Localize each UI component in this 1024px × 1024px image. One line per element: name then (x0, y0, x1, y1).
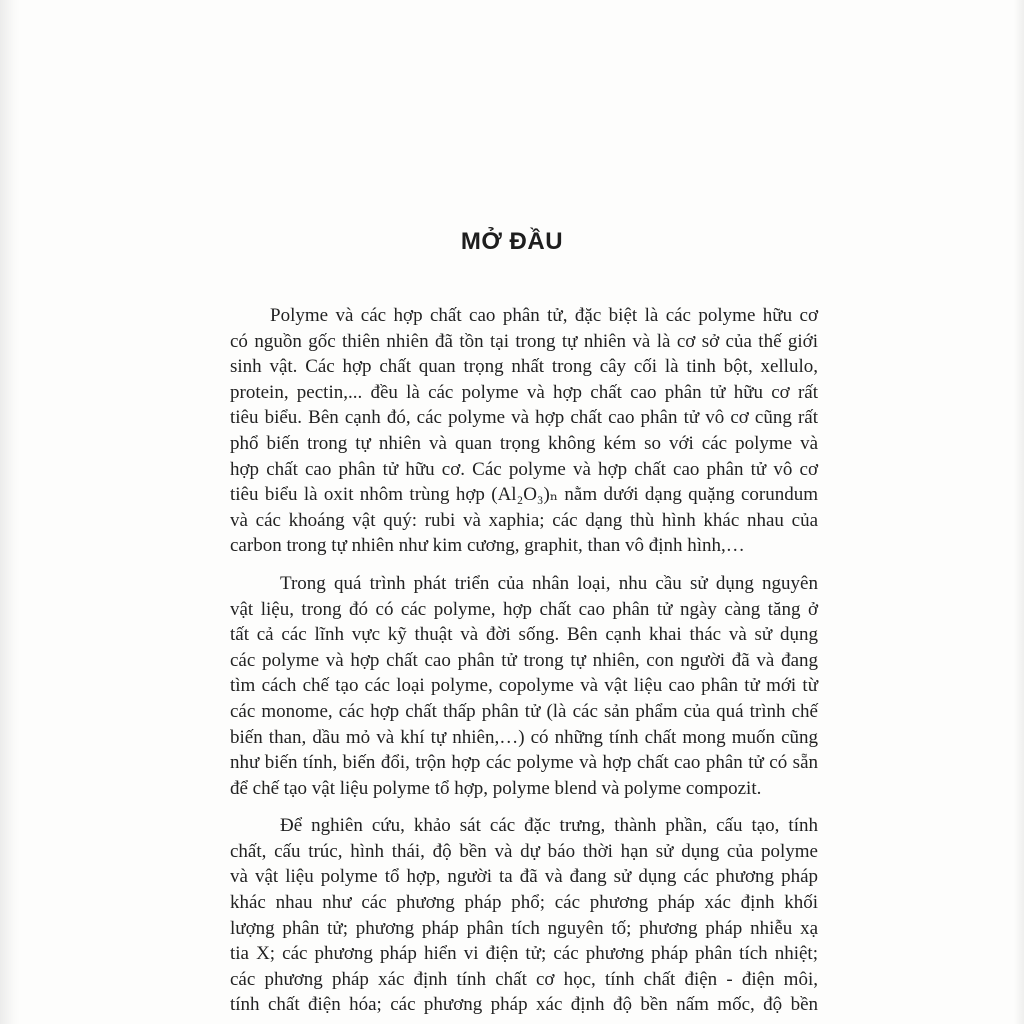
text-line: tiêu biểu. Bên cạnh đó, các polyme và hợp chất cao phân tử vô cơ cũng rất (230, 407, 818, 429)
paragraph-2 (230, 571, 818, 801)
text-line: như biến tính, biến đổi, trộn hợp các polyme và hợp chất cao phân tử có sẵn (230, 752, 818, 774)
text-line: các monome, các hợp chất thấp phân tử (là các sản phẩm của quá trình chế (230, 700, 818, 722)
text-line: tiêu biểu là oxit nhôm trùng hợp (Al₂O₃)ₙ nằm dưới dạng quặng corundum (230, 484, 818, 506)
page-gutter-shadow (0, 0, 20, 1024)
text-line: phổ biến trong tự nhiên và quan trọng không kém so với các polyme và (230, 432, 818, 454)
text-line: các phương pháp xác định tính chất cơ học, tính chất điện - điện môi, (230, 968, 818, 990)
text-line: tính chất điện hóa; các phương pháp xác định độ bền nấm mốc, độ bền (230, 994, 818, 1016)
text-line: tất cả các lĩnh vực kỹ thuật và đời sống. Bên cạnh khai thác và sử dụng (230, 624, 818, 646)
text-line: biến than, dầu mỏ và khí tự nhiên,…) có những tính chất mong muốn cũng (230, 726, 818, 748)
text-line: và các khoáng vật quý: rubi và xaphia; các dạng thù hình khác nhau của (230, 509, 818, 531)
text-line: hợp chất cao phân tử hữu cơ. Các polyme và hợp chất cao phân tử vô cơ (230, 458, 818, 480)
text-line: có nguồn gốc thiên nhiên đã tồn tại trong tự nhiên và là cơ sở của thế giới (230, 330, 818, 352)
text-line: Polyme và các hợp chất cao phân tử, đặc biệt là các polyme hữu cơ (270, 305, 818, 326)
page-heading: MỞ ĐẦU (460, 228, 564, 255)
text-line: các polyme và hợp chất cao phân tử trong tự nhiên, con người đã và đang (230, 649, 818, 671)
paragraph-3 (230, 813, 818, 1018)
text-line: Để nghiên cứu, khảo sát các đặc trưng, thành phần, cấu tạo, tính (280, 815, 818, 837)
paragraph-1 (230, 303, 818, 559)
text-line: protein, pectin,... đều là các polyme và hợp chất cao phân tử hữu cơ rất (230, 381, 818, 403)
text-line: khác nhau như các phương pháp phổ; các phương pháp xác định khối (230, 892, 818, 914)
text-line: vật liệu, trong đó có các polyme, hợp chất cao phân tử ngày càng tăng ở (230, 598, 818, 620)
text-line: và vật liệu polyme tổ hợp, người ta đã và đang sử dụng các phương pháp (230, 866, 818, 888)
text-line: lượng phân tử; phương pháp phân tích nguyên tố; phương pháp nhiễu xạ (230, 917, 818, 939)
text-line: để chế tạo vật liệu polyme tổ hợp, polyme blend và polyme compozit. (230, 777, 762, 799)
text-line: tìm cách chế tạo các loại polyme, copolyme và vật liệu cao phân tử mới từ (230, 675, 818, 697)
text-line: Trong quá trình phát triển của nhân loại, nhu cầu sử dụng nguyên (280, 572, 818, 594)
body-text (230, 303, 818, 1018)
page-edge-shadow (1014, 0, 1024, 1024)
text-line: tia X; các phương pháp hiển vi điện tử; các phương pháp phân tích nhiệt; (230, 943, 818, 965)
text-line: carbon trong tự nhiên như kim cương, graphit, than vô định hình,… (230, 535, 745, 557)
text-line: sinh vật. Các hợp chất quan trọng nhất trong cây cối là tinh bột, xellulo, (230, 356, 818, 378)
text-line: chất, cấu trúc, hình thái, độ bền và dự báo thời hạn sử dụng của polyme (230, 840, 818, 862)
